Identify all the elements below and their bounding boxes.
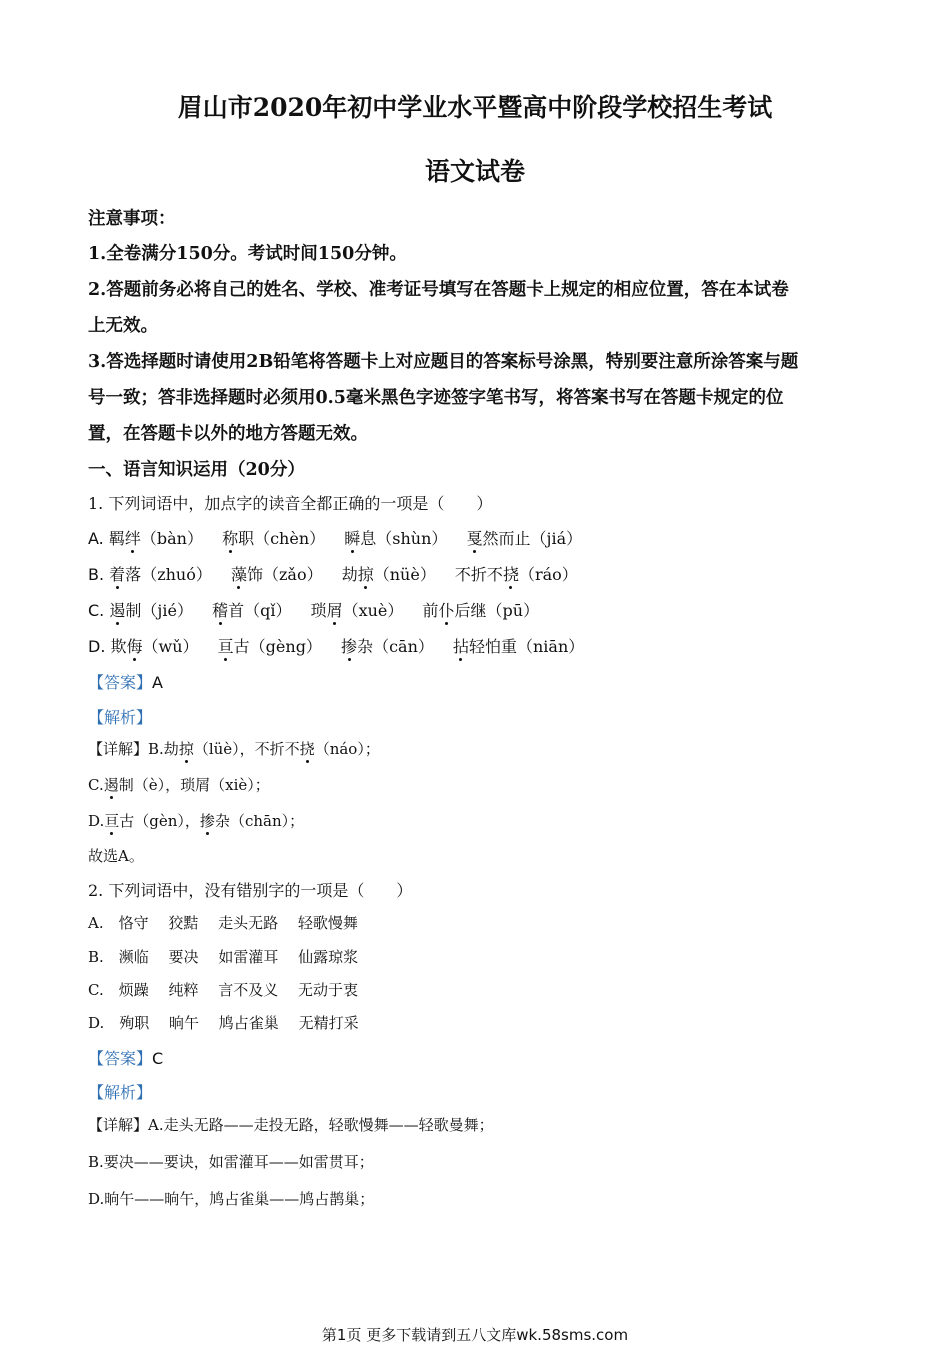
- pinyin: （nüè）: [373, 565, 436, 584]
- pinyin: （wǔ）: [142, 637, 199, 656]
- exam-title: 眉山市2020年初中学业水平暨高中阶段学校招生考试: [177, 93, 773, 122]
- pinyin: （shùn）: [376, 529, 448, 548]
- text: 杂（chān）；: [214, 812, 305, 830]
- pinyin: （jiá）: [530, 529, 583, 548]
- q1-option-d: [88, 634, 584, 657]
- text: 古（gèn），: [119, 812, 200, 830]
- char: 琐: [310, 601, 327, 620]
- dotted-char: 藻: [231, 562, 247, 585]
- char: 首: [228, 601, 245, 620]
- dotted-char: 遏: [109, 598, 125, 621]
- pinyin: （ráo）: [518, 565, 578, 584]
- pinyin: （zhuó）: [141, 565, 212, 584]
- page-footer: 第1页 更多下载请到五八文库wk.58sms.com: [321, 1326, 629, 1344]
- q1-stem: 1. 下列词语中，加点字的读音全都正确的一项是（ ）: [88, 494, 493, 513]
- q1-option-c: [88, 598, 539, 621]
- notice-item-1: 1.全卷满分150分。考试时间150分钟。: [88, 244, 407, 264]
- notice-item-3-line-1: 3.答选择题时请使用2B铅笔将答题卡上对应题目的答案标号涂黑，特别要注意所涂答案与题: [88, 352, 799, 372]
- q2-detail-line-1: 【详解】A.走头无路——走投无路，轻歌慢舞——轻歌曼舞；: [88, 1116, 494, 1134]
- char: 落: [125, 565, 142, 584]
- answer-value: C: [152, 1049, 164, 1068]
- dotted-char: 亘: [218, 634, 234, 657]
- text: （lüè），不折不: [193, 740, 300, 758]
- dotted-char: 称: [222, 526, 238, 549]
- char: 前: [422, 601, 439, 620]
- char: 后继: [454, 601, 487, 620]
- answer-tag: 【答案】: [88, 673, 153, 692]
- char: 轻怕重: [468, 637, 517, 656]
- q2-option-b: B. 濒临 要决 如雷灌耳 仙露琼浆: [88, 948, 359, 966]
- pinyin: （gèng）: [249, 637, 322, 656]
- notice-item-2-line-2: 上无效。: [88, 316, 158, 336]
- notice-item-3-line-2: 号一致；答非选择题时必须用0.5毫米黑色字迹签字笔书写，将答案书写在答题卡规定的位: [88, 388, 784, 408]
- text: D.: [88, 812, 105, 830]
- q1-detail-line-4: 故选A。: [88, 847, 144, 865]
- text: （náo）；: [314, 740, 380, 758]
- dotted-char: 戛: [467, 526, 483, 549]
- text: C.: [88, 776, 104, 794]
- char: 劫: [341, 565, 358, 584]
- dotted-char: 侮: [127, 634, 143, 657]
- char: 杂: [357, 637, 374, 656]
- dotted-char: 着: [109, 562, 125, 585]
- dotted-char: 屑: [327, 598, 343, 621]
- char: 不折不: [454, 565, 503, 584]
- q2-detail-line-3: D.晌午——晌午，鸠占雀巢——鸠占鹊巢；: [88, 1190, 375, 1208]
- dotted-char: 仆: [439, 598, 455, 621]
- pinyin: （bàn）: [140, 529, 203, 548]
- dotted-char: 挠: [503, 562, 519, 585]
- q2-answer: [88, 1046, 163, 1069]
- section-heading: 一、语言知识运用（20分）: [88, 460, 305, 480]
- q1-option-b: [88, 562, 578, 585]
- char: 然而止: [482, 529, 531, 548]
- q2-option-c: C. 烦躁 纯粹 言不及义 无动于衷: [88, 981, 359, 999]
- detail-tag: 【详解】: [88, 740, 149, 758]
- char: 饰: [246, 565, 263, 584]
- q1-option-a: [88, 526, 582, 549]
- dotted-char: 拈: [453, 634, 469, 657]
- text: 制（è），琐屑（xiè）；: [118, 776, 270, 794]
- pinyin: （zǎo）: [263, 565, 323, 584]
- notice-item-2-line-1: 2.答题前务必将自己的姓名、学校、准考证号填写在答题卡上规定的相应位置，答在本试卷: [88, 280, 789, 300]
- pinyin: （chèn）: [254, 529, 326, 548]
- dotted-char: 遏: [103, 776, 119, 794]
- answer-tag: 【答案】: [88, 1049, 153, 1068]
- dotted-char: 掺: [341, 634, 357, 657]
- char: 羁: [108, 529, 125, 548]
- q1-detail-line-3: [88, 810, 304, 831]
- pinyin: （qǐ）: [244, 601, 292, 620]
- dotted-char: 稽: [212, 598, 228, 621]
- pinyin: （pū）: [486, 601, 540, 620]
- dotted-char: 瞬: [344, 526, 360, 549]
- q2-option-a: A. 恪守 狡黠 走头无路 轻歌慢舞: [88, 914, 358, 932]
- dotted-char: 掠: [358, 562, 374, 585]
- q2-stem: 2. 下列词语中，没有错别字的一项是（ ）: [88, 881, 413, 900]
- char: 欺: [110, 637, 127, 656]
- notice-heading: 注意事项：: [88, 209, 176, 229]
- notice-item-3-line-3: 置，在答题卡以外的地方答题无效。: [88, 424, 368, 444]
- text: B.劫: [148, 740, 179, 758]
- dotted-char: 挠: [299, 740, 315, 758]
- exam-subtitle: 语文试卷: [424, 157, 525, 186]
- answer-value: A: [152, 673, 163, 692]
- pinyin: （jié）: [141, 601, 193, 620]
- pinyin: （niān）: [517, 637, 585, 656]
- char: 息: [360, 529, 377, 548]
- q1-answer: [88, 670, 163, 693]
- dotted-char: 绊: [125, 526, 141, 549]
- option-letter: B.: [88, 565, 105, 584]
- option-letter: D.: [88, 637, 106, 656]
- option-letter: C.: [88, 601, 105, 620]
- pinyin: （xuè）: [342, 601, 404, 620]
- q2-analysis-tag: 【解析】: [88, 1083, 153, 1102]
- q2-option-d: D. 殉职 晌午 鸠占雀巢 无精打采: [88, 1014, 359, 1032]
- pinyin: （cān）: [373, 637, 434, 656]
- q1-detail-line-2: [88, 774, 270, 795]
- option-letter: A.: [88, 529, 104, 548]
- char: 古: [233, 637, 250, 656]
- q1-analysis-tag: 【解析】: [88, 708, 153, 727]
- dotted-char: 亘: [104, 812, 120, 830]
- dotted-char: 掺: [199, 812, 215, 830]
- q2-detail-line-2: B.要决——要诀，如雷灌耳——如雷贯耳；: [88, 1153, 374, 1171]
- char: 制: [125, 601, 142, 620]
- dotted-char: 掠: [178, 740, 194, 758]
- q1-detail-line-1: [88, 738, 380, 759]
- char: 职: [238, 529, 255, 548]
